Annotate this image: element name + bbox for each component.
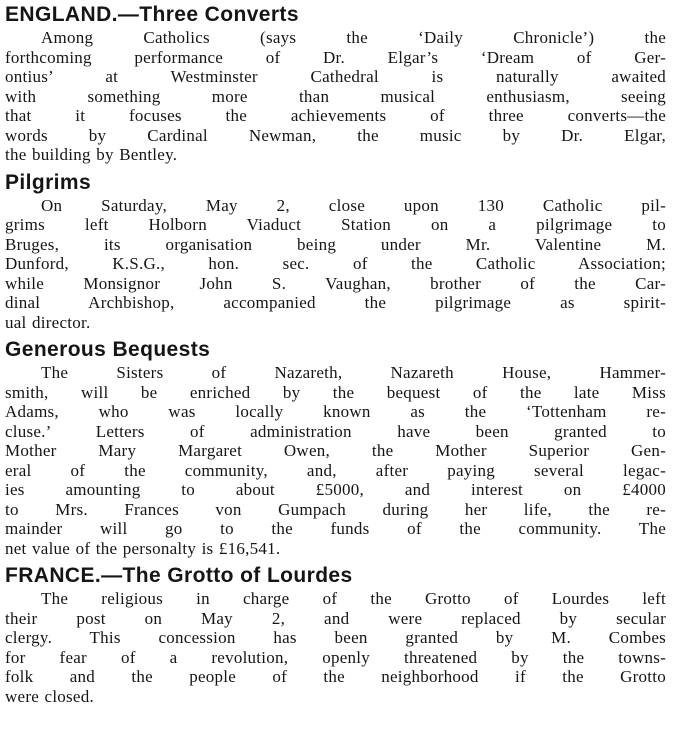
text-line: Adams, who was locally known as the ‘Tottenham re- [5,402,666,421]
text-line: On Saturday, May 2, close upon 130 Catholic pil- [41,195,666,215]
text-line: smith, will be enriched by the bequest of the late Miss [5,382,666,402]
text-line: ual director. [5,312,91,332]
text-line: forthcoming performance of Dr. Elgar’s ‘Dream of Ger- [5,47,666,67]
text-line: Bruges, its organisation being under Mr. Valentine M. [5,234,666,254]
text-line: ontius’ at Westminster Cathedral is naturally awaited [5,67,666,86]
text-line: with something more than musical enthusiasm, seeing [5,86,666,106]
text-line: the building by Bentley. [5,145,178,164]
text-line: eral of the community, and, after paying several legac- [5,460,666,480]
text-line: cluse.’ Letters of administration have been granted to [5,421,666,441]
article-generous-bequests [5,337,676,558]
text-line: were closed. [5,686,94,706]
article-england-three-converts [5,2,676,165]
article-body [5,363,676,558]
article-heading: Generous Bequests [5,338,211,361]
text-line: ies amounting to about £5000, and interest on £4000 [5,480,666,499]
text-line: grims left Holborn Viaduct Station on a pilgrimage to [5,215,666,234]
text-line: their post on May 2, and were replaced by secular [5,608,666,628]
text-line: clergy. This concession has been granted by M. Combes [5,628,666,647]
text-line: dinal Archbishop, accompanied the pilgrimage as spirit- [5,293,666,312]
article-body [5,196,676,333]
text-line: that it focuses the achievements of three converts—the [5,106,666,125]
article-heading: ENGLAND.—Three Converts [5,3,299,26]
text-line: words by Cardinal Newman, the music by Dr. Elgar, [5,125,666,145]
text-line: The Sisters of Nazareth, Nazareth House, Hammer- [41,363,666,382]
text-line: for fear of a revolution, openly threatened by the towns- [5,647,666,667]
text-line: while Monsignor John S. Vaughan, brother of the Car- [5,273,666,293]
article-body [5,28,676,165]
article-body [5,589,676,706]
article-france-grotto-of-lourdes [5,563,676,706]
text-line: Among Catholics (says the ‘Daily Chronicle’) the [41,28,666,47]
article-heading: Pilgrims [5,170,92,194]
text-line: The religious in charge of the Grotto of Lourdes left [41,589,666,608]
text-line: mainder will go to the funds of the community. The [5,519,666,538]
text-line: folk and the people of the neighborhood if the Grotto [5,667,666,686]
article-pilgrims [5,170,676,333]
text-line: to Mrs. Frances von Gumpach during her life, the re- [5,499,666,519]
article-heading: FRANCE.—The Grotto of Lourdes [5,564,353,587]
text-line: Dunford, K.S.G., hon. sec. of the Catholic Association; [5,254,666,273]
text-line: Mother Mary Margaret Owen, the Mother Superior Gen- [5,441,666,460]
text-line: net value of the personalty is £16,541. [5,538,281,558]
